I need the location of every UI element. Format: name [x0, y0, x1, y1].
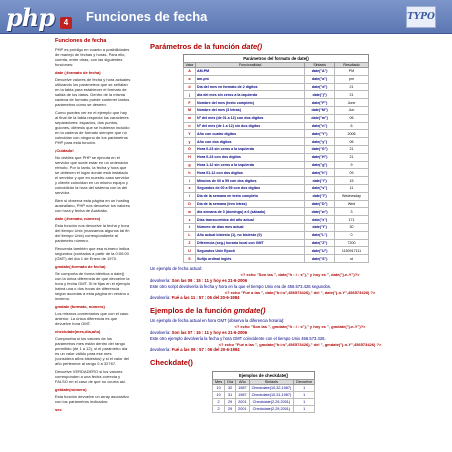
table-cell: date("j") — [305, 91, 335, 99]
table-cell: Año actual bisiesto (1), no bisiesto (0) — [196, 231, 305, 239]
table-cell: date("G") — [305, 145, 335, 153]
sidebar-code: gmdate(;formato de fecha) — [55, 264, 106, 269]
table-cell: 1 — [294, 392, 315, 399]
table-row — [213, 399, 315, 406]
sidebar-paragraph: Devuelve VERDADERO si los valores corresponden a una fecha correcta y FALSO en el caso de que no ocurra así. — [55, 369, 127, 384]
table-cell: 10 — [213, 392, 225, 399]
table-cell: Segundos Unix Epoch — [196, 247, 305, 255]
table-row — [184, 208, 369, 216]
table-cell: 2006 — [334, 130, 368, 138]
table-row — [213, 406, 315, 413]
sidebar-paragraph: Esta función devuelve un array asociativo con los parámetros indicados: — [55, 394, 129, 404]
gmdate-heading-fn: gmdate() — [233, 306, 266, 316]
table-cell: 0 — [334, 231, 368, 239]
table-cell: 06 — [334, 138, 368, 146]
table-row — [184, 106, 369, 114]
table-row — [184, 161, 369, 169]
table-cell: date("a") — [305, 75, 335, 83]
example-code: <? echo "Son las ", date("h : i : s")," y hoy es ", date("j-n-Y")?> — [240, 271, 360, 277]
table-row — [184, 200, 369, 208]
table-cell: día del mes sin ceros a la izquierda — [196, 91, 305, 99]
gmdate-heading — [150, 306, 450, 315]
example-result-label: devolvería: — [150, 277, 171, 283]
example-text: Un ejemplo de fecha actual en hora GMT (observa la diferencia horaria): — [150, 318, 285, 324]
table-row — [184, 99, 369, 107]
table-row — [184, 184, 369, 192]
table-cell: Nº del mes (de 01 a 12) con dos dígitos — [196, 114, 305, 122]
table-row — [184, 153, 369, 161]
table-cell: date("g") — [305, 161, 335, 169]
table-row — [184, 130, 369, 138]
table-cell: 29 — [225, 399, 236, 406]
example-result-value: Son las 07 : 15 : 11 y hoy es 21-6-2006 — [171, 329, 248, 335]
table-cell: Diferencia (seg.) horaria local con GMT — [196, 239, 305, 247]
checkdate-table-caption: Ejemplos de checkdate() — [212, 371, 315, 379]
table-row — [213, 385, 315, 392]
table-cell: y — [184, 138, 196, 146]
table-row — [184, 75, 369, 83]
table-row — [184, 169, 369, 177]
table-cell: j — [184, 91, 196, 99]
table-row — [184, 83, 369, 91]
table-cell: 10 — [213, 385, 225, 392]
example-result-value: Son las 09 : 15 : 11 y hoy es 21-6-2006 — [171, 277, 248, 283]
table-cell: 31 — [225, 392, 236, 399]
checkdate-table-body — [213, 385, 315, 413]
table-cell: 21 — [334, 153, 368, 161]
table-cell: F — [184, 99, 196, 107]
table-cell: st — [334, 255, 368, 263]
column-header: Día — [225, 380, 236, 385]
checkdate-heading: Checkdate() — [150, 358, 193, 368]
column-header: Funcionalidad — [196, 63, 305, 68]
table-cell: 30 — [334, 223, 368, 231]
table-cell: Hora 01-12 con dos dígitos — [196, 169, 305, 177]
column-header: Resultado — [334, 63, 368, 68]
table-cell: Checkdate(2,29,2001) — [249, 406, 294, 413]
table-cell: g — [184, 161, 196, 169]
table-cell: Wed — [334, 200, 368, 208]
example-result-label: devolvería: — [150, 295, 171, 301]
table-cell: Y — [184, 130, 196, 138]
params-table — [183, 54, 369, 263]
table-cell: date("d") — [305, 83, 335, 91]
example-text: Este otro ejemplo devolvería la fecha y hora GMT coincidente con el tiempo Unix 456.573.426. — [150, 335, 326, 341]
example-code: <? echo "Fué a las ", date("h:i:s",456573426)," del ", date("j-n-Y",456573426) ?> — [224, 289, 376, 295]
gmdate-heading-text: Ejemplos de la función — [150, 306, 232, 316]
table-cell: date("F") — [305, 99, 335, 107]
table-cell: 15 — [334, 177, 368, 185]
table-row — [184, 138, 369, 146]
table-cell: date("y") — [305, 138, 335, 146]
table-cell: Hora 0-23 con dos dígitos — [196, 153, 305, 161]
table-cell: Número de días mes actual — [196, 223, 305, 231]
table-cell: date("H") — [305, 153, 335, 161]
table-cell: 2 — [213, 406, 225, 413]
example-result-label: devolvería: — [150, 347, 171, 353]
logo-text: php — [6, 3, 55, 32]
table-cell: Año con dos dígitos — [196, 138, 305, 146]
table-row — [184, 114, 369, 122]
sidebar-paragraph: Se comporta de forma idéntica a date() con la única diferencia de que devuelve la hora y fecha GMT. Si te fijas en el ejemplo habrá una o dos horas de diferencia según accedas a esta página en verano o invierno. — [55, 271, 130, 301]
table-cell: 2001 — [236, 399, 249, 406]
table-row — [184, 91, 369, 99]
table-cell: S — [184, 255, 196, 263]
table-cell: Hora 0-23 sin ceros a la izquierda — [196, 145, 305, 153]
table-cell: Hora 1-12 sin ceros a la izquierda — [196, 161, 305, 169]
table-cell: A — [184, 68, 196, 76]
table-cell: date("M") — [305, 106, 335, 114]
column-header: Sintaxis — [249, 380, 294, 385]
sidebar-code: date (;formato, número) — [55, 216, 101, 221]
table-cell: h — [184, 169, 196, 177]
table-cell: date("s") — [305, 184, 335, 192]
table-cell: 1150917111 — [334, 247, 368, 255]
table-cell: date("m") — [305, 114, 335, 122]
table-cell: 21 — [334, 145, 368, 153]
sidebar-paragraph: PHP es pródigo en cuanto a posibilidades de manejo de fechas y horas. Para ello, cuenta, entre otras, con las siguientes funciones: — [55, 47, 130, 67]
table-cell: Sufijo ordinal inglés — [196, 255, 305, 263]
sidebar-code: date (;formato de fecha) — [55, 70, 101, 75]
checkdate-table — [212, 371, 315, 413]
table-cell: date("z") — [305, 216, 335, 224]
sidebar-paragraph: Los mismos comentarios que con el caso anterior. La única diferencia es que devuelve hora GMT. — [55, 311, 129, 326]
table-cell: Día de la semana (tres letras) — [196, 200, 305, 208]
sidebar-code: getdate(número) — [55, 387, 87, 392]
table-cell: 2 — [213, 399, 225, 406]
example-result — [150, 347, 450, 353]
table-cell: Checkdate(10,32,1987) — [249, 385, 294, 392]
table-row — [184, 223, 369, 231]
column-header: Año — [236, 380, 249, 385]
table-cell: Año con cuatro dígitos — [196, 130, 305, 138]
table-cell: M — [184, 106, 196, 114]
table-cell: 9 — [334, 161, 368, 169]
table-cell: date("D") — [305, 200, 335, 208]
table-cell: Checkdate(10,31,1987) — [249, 392, 294, 399]
table-cell: w — [184, 208, 196, 216]
table-cell: día semana de 0 (domingo) a 6 (sábado) — [196, 208, 305, 216]
table-cell: Checkdate(2,29,2001) — [249, 399, 294, 406]
header-title: Funciones de fecha — [86, 9, 208, 24]
sidebar-code: gmdate (formato, número) — [55, 304, 105, 309]
table-cell: Nombre del mes (3 letras) — [196, 106, 305, 114]
table-cell: G — [184, 145, 196, 153]
example-code: <? echo "Fué a las ", gmdate("h:i:s",456573426)," del ", gmdate("j-n-Y",456573426) ?> — [218, 341, 382, 347]
table-cell: s — [184, 184, 196, 192]
table-cell: 1 — [294, 406, 315, 413]
table-cell: 1 — [294, 385, 315, 392]
table-cell: U — [184, 247, 196, 255]
sidebar-warning: ¡Cuidado! — [55, 148, 74, 153]
example-result-label: devolvería: — [150, 329, 171, 335]
table-cell: 6 — [334, 122, 368, 130]
table-cell: 11 — [334, 184, 368, 192]
example-text: Un ejemplo de fecha actual: — [150, 265, 202, 271]
column-header: Devuelve — [294, 380, 315, 385]
table-cell: AM-PM — [196, 68, 305, 76]
example-result — [150, 295, 450, 301]
table-cell: date("l") — [305, 192, 335, 200]
sidebar-paragraph: Como puedes ver en el ejemplo que hay al final de la tabla respecta los caracteres separadores: espacios, dos puntos, guiones, diéresis que se hubieran incluido en la cadena de formato siempre que no coincidan con ninguno de los parámetros PHP para esta función. — [55, 110, 130, 145]
table-cell: t — [184, 223, 196, 231]
typo-badge: TYPO — [406, 6, 436, 28]
page-header — [0, 0, 452, 34]
table-cell: 3 — [334, 208, 368, 216]
table-cell: Día del mes en formato de 2 dígitos — [196, 83, 305, 91]
sidebar-paragraph: Bien si observa esta página en un hosting australiano, PHP nos devuelve los valores con hora y fecha de Australia. — [55, 198, 130, 213]
table-cell: date("h") — [305, 169, 335, 177]
sidebar-title: Funciones de fecha — [55, 38, 107, 44]
example-result-value: Fué a las 11 : 57 : 06 del 20-6-1984 — [171, 295, 240, 301]
example-text: Este otro script devolvería la fecha y hora en la que el tiempo Unix era de 456.573.426 segundos. — [150, 283, 332, 289]
table-row — [184, 122, 369, 130]
table-cell: date("Z") — [305, 239, 335, 247]
column-header: Valor — [185, 63, 194, 67]
table-cell: Segundos de 00 a 59 con dos dígitos — [196, 184, 305, 192]
table-cell: Días transcurridos del año actual — [196, 216, 305, 224]
table-row — [184, 68, 369, 76]
params-heading — [150, 42, 450, 51]
table-cell: Día de la semana en texto completo — [196, 192, 305, 200]
table-cell: l — [184, 192, 196, 200]
table-cell: Nº del mes (de 1 a 12) sin dos dígitos — [196, 122, 305, 130]
table-cell: date("S") — [305, 255, 335, 263]
table-row — [184, 145, 369, 153]
table-cell: 1 — [294, 399, 315, 406]
logo-version: 4 — [60, 17, 72, 29]
table-cell: z — [184, 216, 196, 224]
table-cell: 32 — [225, 385, 236, 392]
table-cell: H — [184, 153, 196, 161]
table-cell: pm — [334, 75, 368, 83]
sidebar-paragraph: Recuerda también que esa número indica segundos (contados a partir de la 0:00:00 (GMT) del día 1 de Enero de 1970. — [55, 246, 130, 261]
php-logo — [6, 3, 72, 31]
table-row — [184, 216, 369, 224]
table-cell: 21 — [334, 91, 368, 99]
table-row — [184, 177, 369, 185]
column-header: Sintaxis — [305, 63, 335, 68]
table-cell: 21 — [334, 83, 368, 91]
table-cell: date("L") — [305, 231, 335, 239]
table-cell: Jun — [334, 106, 368, 114]
params-table-body — [184, 68, 369, 263]
table-cell: 1987 — [236, 392, 249, 399]
table-row — [184, 255, 369, 263]
table-row — [184, 239, 369, 247]
table-cell: am-pm — [196, 75, 305, 83]
params-table-caption: Parámetros del formato de date() — [183, 54, 369, 62]
table-cell: date("A") — [305, 68, 335, 76]
table-row — [213, 392, 315, 399]
table-cell: 7200 — [334, 239, 368, 247]
sidebar-paragraph: Comprueba si los valores de los parámetros mes están dentro del rango permitido (de 1 a 12), si el parámetro día es un valor válido para ese mes (considera años bisiestos) y si el valor del año pertenece al rango 0 a 32767. — [55, 336, 130, 366]
table-cell: i — [184, 177, 196, 185]
table-cell: Nombre del mes (texto completo) — [196, 99, 305, 107]
sidebar-paragraph: Esta función nos devuelve la fecha y hora del tiempo Unix (marcamos algunos tal fin del tiempo Unix) correspondiente al parámetro número. — [55, 223, 130, 243]
sidebar-code: sec — [55, 407, 62, 412]
table-cell: d — [184, 83, 196, 91]
table-cell: n — [184, 122, 196, 130]
table-cell: Wednesday — [334, 192, 368, 200]
table-row — [184, 247, 369, 255]
sidebar-code: checkdate(mes,día,año) — [55, 329, 101, 334]
table-cell: 2001 — [236, 406, 249, 413]
table-cell: 171 — [334, 216, 368, 224]
table-cell: L — [184, 231, 196, 239]
table-cell: date("t") — [305, 223, 335, 231]
params-heading-text: Parámetros de la función — [150, 42, 240, 51]
table-cell: date("w") — [305, 208, 335, 216]
table-cell: 09 — [334, 169, 368, 177]
table-cell: date("Y") — [305, 130, 335, 138]
table-cell: date("n") — [305, 122, 335, 130]
table-cell: June — [334, 99, 368, 107]
table-cell: 1987 — [236, 385, 249, 392]
column-header: Mes — [213, 380, 225, 385]
table-cell: 29 — [225, 406, 236, 413]
table-cell: m — [184, 114, 196, 122]
sidebar — [55, 38, 131, 452]
params-heading-fn: date() — [241, 42, 263, 51]
table-cell: Z — [184, 239, 196, 247]
table-cell: D — [184, 200, 196, 208]
table-cell: date("U") — [305, 247, 335, 255]
sidebar-paragraph: Devuelve valores de fecha y hora actuales utilizando los parámetros que se señalan en la tabla para establecer el formato de salida de los datos. Dentro de la misma cadena de formato puede contener tantos parámetros como se deseen. — [55, 77, 131, 107]
table-cell: PM — [334, 68, 368, 76]
table-cell: a — [184, 75, 196, 83]
table-cell: Minutos de 00 a 59 con dos dígitos — [196, 177, 305, 185]
example-result-value: Fué a las 09 : 57 : 06 del 20-6-1984 — [171, 347, 240, 353]
sidebar-paragraph: No olvides que PHP se ejecuta en el servidor que suele estar en un ordenador remoto. Por lo tanto, la fecha y hora que se obtienen el lugar donde está instalado el servidor y que en nuestro caso servidor y cliente coincidan en un mismo equipo y coincidirán la hora del sistema con la del servidor. — [55, 155, 130, 195]
table-row — [184, 192, 369, 200]
table-cell: 06 — [334, 114, 368, 122]
main-content — [150, 40, 450, 452]
table-cell: date("i") — [305, 177, 335, 185]
example-code: <? echo "Son las ", gmdate("h : i : s")," y hoy es ", gmdate("j-n-Y")?> — [234, 324, 366, 330]
table-row — [184, 231, 369, 239]
